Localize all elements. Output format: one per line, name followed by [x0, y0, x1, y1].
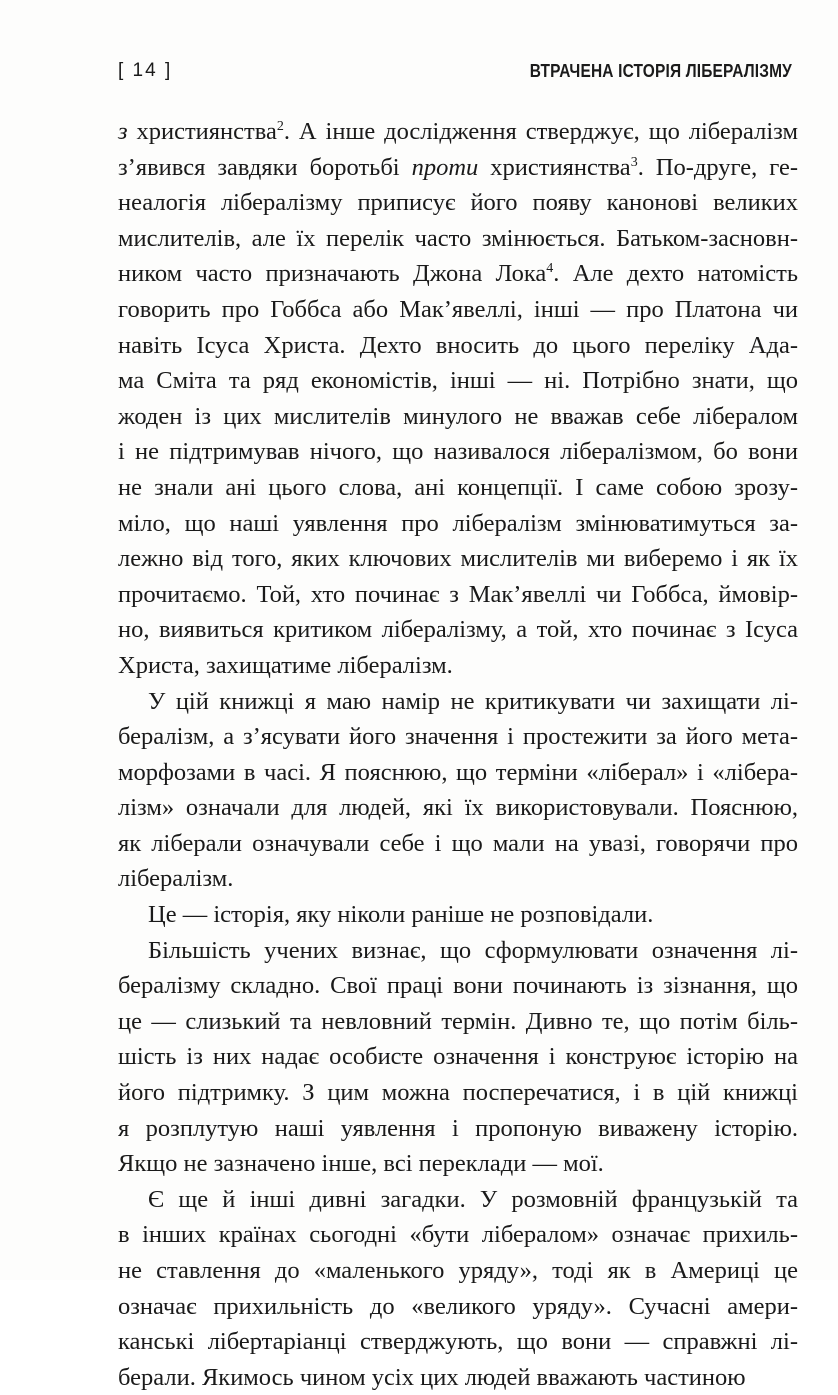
body-text	[118, 114, 798, 1395]
text-line	[118, 292, 798, 328]
text-segment: його підтримку. З цим можна посперечатися, і в цій книжці	[118, 1079, 798, 1107]
italic-text: з	[118, 118, 128, 145]
text-segment: шість із них надає особисте означення і конструює історію на	[118, 1043, 798, 1071]
text-line	[118, 790, 798, 826]
text-line	[118, 933, 798, 969]
text-segment: бералізм, а з’ясувати його значення і простежити за його мета-	[118, 723, 798, 751]
text-segment: морфозами в часі. Я пояснюю, що терміни «ліберал» і «лібера-	[118, 758, 798, 786]
text-segment: християнства	[478, 153, 631, 181]
footnote-marker: 2	[276, 118, 284, 134]
text-line	[118, 150, 798, 186]
text-line	[118, 328, 798, 364]
text-segment: це — слизький та невловний термін. Дивно те, що потім біль-	[118, 1007, 798, 1035]
text-segment: . По-друге, ге-	[637, 153, 798, 181]
running-title: ВТРАЧЕНА ІСТОРІЯ ЛІБЕРАЛІЗМУ	[529, 60, 792, 81]
text-line	[118, 434, 798, 470]
text-segment: говорить про Гоббса або Мак’явеллі, інші — про Платона чи	[118, 295, 798, 323]
text-line	[118, 719, 798, 755]
text-line	[118, 684, 798, 720]
text-line	[118, 861, 798, 897]
text-line	[118, 114, 798, 150]
paragraph	[118, 1182, 798, 1395]
text-line	[118, 1039, 798, 1075]
text-segment: Більшість учених визнає, що сформулювати означення лі-	[148, 936, 798, 964]
paragraph	[118, 933, 798, 1182]
text-segment: Христа, захищатиме лібералізм.	[118, 651, 453, 679]
text-segment: Це — історія, яку ніколи раніше не розповідали.	[148, 901, 654, 929]
text-segment: не знали ані цього слова, ані концепції. І саме собою зрозу-	[118, 473, 798, 501]
footnote-marker: 3	[630, 154, 638, 170]
text-line	[118, 221, 798, 257]
text-segment: лібералізм.	[118, 865, 234, 893]
text-line	[118, 1182, 798, 1218]
text-segment: прочитаємо. Той, хто починає з Мак’явеллі чи Гоббса, ймовір-	[118, 580, 798, 608]
text-segment: У цій книжці я маю намір не критикувати чи захищати лі-	[148, 687, 798, 715]
text-line	[118, 1075, 798, 1111]
text-segment: міло, що наші уявлення про лібералізм змінюватимуться за-	[118, 509, 798, 537]
text-line	[118, 185, 798, 221]
text-line	[118, 256, 798, 292]
text-segment: канські лібертаріанці стверджують, що вони — справжні лі-	[118, 1328, 798, 1356]
text-line	[118, 1111, 798, 1147]
text-segment: мислителів, але їх перелік часто змінюється. Батьком-засновн-	[118, 224, 798, 252]
text-line	[118, 1146, 798, 1182]
text-segment: навіть Ісуса Христа. Дехто вносить до цього переліку Ада-	[118, 331, 798, 359]
text-segment: як ліберали означували себе і що мали на увазі, говорячи про	[118, 829, 798, 857]
footnote-marker: 4	[546, 261, 554, 277]
text-segment: ником часто призначають Джона Лока	[118, 260, 547, 288]
text-line	[118, 577, 798, 613]
text-segment: . А інше дослідження стверджує, що лібералізм	[283, 118, 799, 145]
text-line	[118, 1289, 798, 1325]
text-segment: Є ще й інші дивні загадки. У розмовній французькій та	[148, 1185, 798, 1213]
text-line	[118, 1217, 798, 1253]
text-segment: і не підтримував нічого, що називалося лібералізмом, бо вони	[118, 438, 798, 466]
text-segment: бералізму складно. Свої праці вони починають із зізнання, що	[118, 972, 798, 1000]
text-segment: лежно від того, яких ключових мислителів ми виберемо і як їх	[118, 545, 798, 573]
page-header	[118, 58, 792, 84]
text-segment: християнства	[127, 118, 277, 145]
text-line	[118, 612, 798, 648]
text-segment: неалогія лібералізму приписує його появу канонові великих	[118, 189, 798, 217]
text-line	[118, 968, 798, 1004]
page-number: [ 14 ]	[118, 60, 173, 81]
text-line	[118, 541, 798, 577]
text-segment: берали. Якимось чином усіх цих людей вважають частиною	[118, 1363, 746, 1391]
text-line	[118, 1324, 798, 1360]
paragraph	[118, 114, 798, 684]
paragraph	[118, 684, 798, 898]
text-line	[118, 1004, 798, 1040]
text-line	[118, 755, 798, 791]
italic-text: проти	[411, 153, 479, 181]
text-segment: з’явився завдяки боротьбі	[118, 153, 412, 181]
text-line	[118, 506, 798, 542]
text-line	[118, 470, 798, 506]
text-segment: означає прихильність до «великого уряду». Сучасні амери-	[118, 1292, 798, 1320]
text-line	[118, 1253, 798, 1289]
text-segment: но, виявиться критиком лібералізму, а той, хто починає з Ісуса	[118, 616, 798, 644]
text-segment: не ставлення до «маленького уряду», тоді як в Америці це	[118, 1257, 798, 1284]
text-segment: жоден із цих мислителів минулого не вважав себе лібералом	[118, 402, 798, 430]
text-segment: я розплутую наші уявлення і пропоную виважену історію.	[118, 1114, 798, 1142]
text-line	[118, 363, 798, 399]
text-segment: лізм» означали для людей, які їх використовували. Пояснюю,	[118, 794, 798, 822]
text-segment: . Але дехто натомість	[553, 260, 798, 288]
text-segment: ма Сміта та ряд економістів, інші — ні. Потрібно знати, що	[118, 367, 798, 395]
text-line	[118, 399, 798, 435]
text-line	[118, 648, 798, 684]
text-line	[118, 826, 798, 862]
text-segment: Якщо не зазначено інше, всі переклади — мої.	[118, 1150, 604, 1178]
paragraph	[118, 897, 798, 933]
text-line	[118, 897, 798, 933]
text-segment: в інших країнах сьогодні «бути лібералом» означає прихиль-	[118, 1221, 798, 1249]
text-line	[118, 1360, 798, 1395]
